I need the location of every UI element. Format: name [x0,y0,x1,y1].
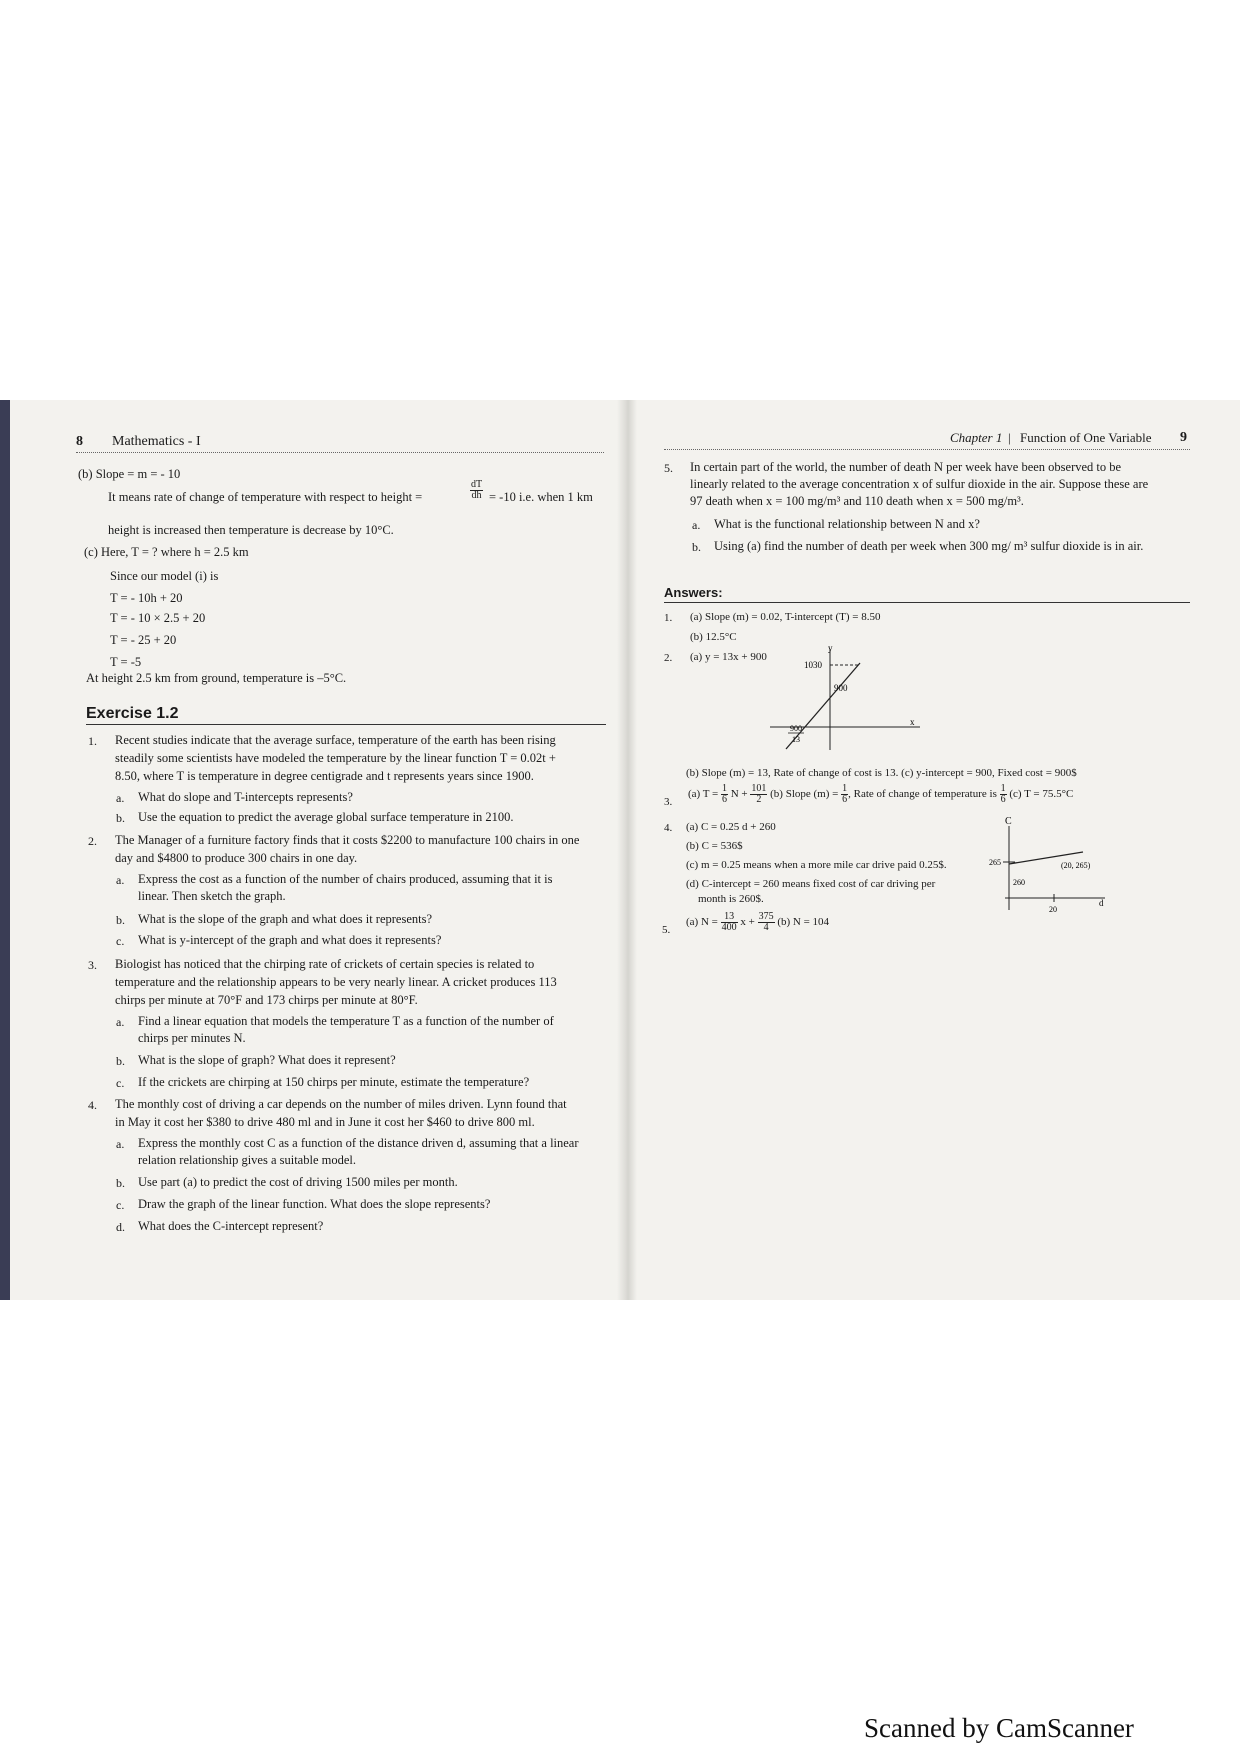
answers-rule [664,602,1190,603]
header-separator: | [1008,430,1011,445]
graph1-y-tick: 1030 [804,660,822,670]
sol-b: (b) Slope = m = - 10 [78,467,181,481]
q4-number: 4. [88,1098,97,1112]
scanner-watermark: Scanned by CamScanner [864,1713,1134,1743]
ans3-number: 3. [664,796,673,808]
exercise-title: Exercise 1.2 [86,705,179,722]
q1-text-line: 8.50, where T is temperature in degree centigrade and t represents years since 1900. [115,769,534,783]
q3-text-line: chirps per minute at 70°F and 173 chirps per minute at 80°F. [115,993,418,1007]
q3-number: 3. [88,958,97,972]
q3-c: If the crickets are chirping at 150 chirps per minute, estimate the temperature? [138,1075,530,1089]
ans1-number: 1. [664,612,673,624]
graph1-x-label: x [910,717,915,727]
graph2-x-tick: 20 [1049,905,1057,914]
ans3-line: (a) T = $\frac{1}{6}$ N + $\frac{101}{2}$ (b) Slope (m) = $\frac{1}{6}$ , Rate of change of temperature is $\frac{1}{6}$ (c) T = 75.5°C [688,783,1074,805]
ans2-b: (b) Slope (m) = 13, Rate of change of cost is 13. (c) y-intercept = 900, Fixed cost = 900$ [686,767,1077,779]
q3-a-letter: a. [116,1015,125,1029]
graph1-x-den: 13 [792,735,800,744]
sol-model: Since our model (i) is [110,569,219,583]
ans4-d: month is 260$. [698,893,764,905]
ans5-line: (a) N = $\frac{13}{400}$ x + $\frac{375}{4}$ (b) N = 104 [686,911,830,933]
graph-cost-distance [975,812,1125,922]
q3-a: Find a linear equation that models the temperature T as a function of the number of [138,1014,554,1028]
q2-a: linear. Then sketch the graph. [138,889,286,903]
q1-number: 1. [88,734,97,748]
ans2-number: 2. [664,652,673,664]
ans4-d: (d) C-intercept = 260 means fixed cost of car driving per [686,878,936,890]
graph2-point: (20, 265) [1061,861,1091,870]
q1-b-letter: b. [116,811,125,825]
q2-a-letter: a. [116,873,125,887]
q4-a: Express the monthly cost C as a function of the distance driven d, assuming that a linear [138,1136,579,1150]
sol-conclusion: At height 2.5 km from ground, temperature is –5°C. [86,671,347,685]
q4-text-line: in May it cost her $380 to drive 480 ml and in June it cost her $460 to drive 800 ml. [115,1115,535,1129]
q4-text-line: The monthly cost of driving a car depends on the number of miles driven. Lynn found that [115,1097,567,1111]
q2-number: 2. [88,834,97,848]
q4-c: Draw the graph of the linear function. What does the slope represents? [138,1197,491,1211]
left-running-title: Mathematics - I [112,434,201,449]
ans1-a: (a) Slope (m) = 0.02, T-intercept (T) = 8.50 [690,611,881,623]
exercise-rule [86,724,606,725]
sol-eq1: T = - 10h + 20 [110,591,183,605]
ans1-b: (b) 12.5°C [690,631,737,643]
q2-b: What is the slope of the graph and what does it represents? [138,912,433,926]
q3-a: chirps per minutes N. [138,1031,246,1045]
sol-height: height is increased then temperature is decrease by 10°C. [108,523,394,537]
ans5-number: 5. [662,924,671,936]
sol-c: (c) Here, T = ? where h = 2.5 km [84,545,249,559]
sol-eq2: T = - 10 × 2.5 + 20 [110,611,206,625]
graph2-c-label: C [1005,816,1012,827]
ans4-number: 4. [664,822,673,834]
q5-number: 5. [664,461,673,475]
q4-a-letter: a. [116,1137,125,1151]
left-header-rule [76,452,604,453]
ans4-a: (a) C = 0.25 d + 260 [686,821,776,833]
sol-eq4: T = -5 [110,655,142,669]
q2-text-line: day and $4800 to produce 300 chairs in one day. [115,851,358,865]
q4-a: relation relationship gives a suitable model. [138,1153,356,1167]
graph1-x-num: 900 [790,724,802,733]
graph2-intercept: 260 [1013,878,1025,887]
q5-text-line: 97 death when x = 100 mg/m³ and 110 death when x = 500 mg/m³. [690,494,1024,508]
q2-c-letter: c. [116,934,125,948]
q3-c-letter: c. [116,1076,125,1090]
ans4-c: (c) m = 0.25 means when a more mile car drive paid 0.25$. [686,859,947,871]
right-running-title: Function of One Variable [1020,430,1152,445]
q4-c-letter: c. [116,1198,125,1212]
q5-a: What is the functional relationship between N and x? [714,517,980,531]
graph2-d-label: d [1099,898,1104,908]
ans2-a: (a) y = 13x + 900 [690,651,767,663]
book-spine [617,400,637,1300]
q5-text-line: In certain part of the world, the number of death N per week have been observed to be [690,460,1122,474]
q1-b: Use the equation to predict the average global surface temperature in 2100. [138,810,514,824]
book-edge [0,400,10,1300]
q3-text-line: Biologist has noticed that the chirping rate of crickets of certain species is related to [115,957,535,971]
chapter-label: Chapter 1 [950,430,1003,445]
dt-dh-fraction: $\frac{dT}{dh}$ [471,479,483,501]
answers-title: Answers: [664,585,723,600]
q5-text-line: linearly related to the average concentration x of sulfur dioxide in the air. Suppose these are [690,477,1149,491]
q2-a: Express the cost as a function of the number of chairs produced, assuming that it is [138,872,553,886]
q5-b: Using (a) find the number of death per week when 300 mg/ m³ sulfur dioxide is in air. [714,539,1144,553]
q3-text-line: temperature and the relationship appears to be very nearly linear. A cricket produces 113 [115,975,557,989]
q2-c: What is y-intercept of the graph and what does it represents? [138,933,442,947]
q1-a: What do slope and T-intercepts represents? [138,790,353,804]
q2-b-letter: b. [116,913,125,927]
q3-b: What is the slope of graph? What does it represent? [138,1053,396,1067]
graph1-intercept: 900 [834,683,848,693]
q4-d: What does the C-intercept represent? [138,1219,324,1233]
q1-text-line: Recent studies indicate that the average surface, temperature of the earth has been rising [115,733,556,747]
right-header-rule [664,449,1190,450]
graph1-y-label: y [828,645,833,653]
sol-rate-value: = -10 i.e. when 1 km [489,490,593,504]
sol-eq3: T = - 25 + 20 [110,633,177,647]
ans4-b: (b) C = 536$ [686,840,743,852]
right-page-number: 9 [1180,430,1187,445]
q1-text-line: steadily some scientists have modeled the temperature by the linear function T = 0.02t + [115,751,556,765]
left-page-number: 8 [76,434,83,449]
q4-b: Use part (a) to predict the cost of driving 1500 miles per month. [138,1175,458,1189]
q5-b-letter: b. [692,540,701,554]
q1-a-letter: a. [116,791,125,805]
q2-text-line: The Manager of a furniture factory finds that it costs $2200 to manufacture 100 chairs in one [115,833,580,847]
graph2-y-tick: 265 [989,858,1001,867]
graph-cost-chairs [760,645,930,755]
q4-b-letter: b. [116,1176,125,1190]
q4-d-letter: d. [116,1220,125,1234]
sol-rate-text: It means rate of change of temperature with respect to height = [108,490,423,504]
q5-a-letter: a. [692,518,701,532]
q3-b-letter: b. [116,1054,125,1068]
